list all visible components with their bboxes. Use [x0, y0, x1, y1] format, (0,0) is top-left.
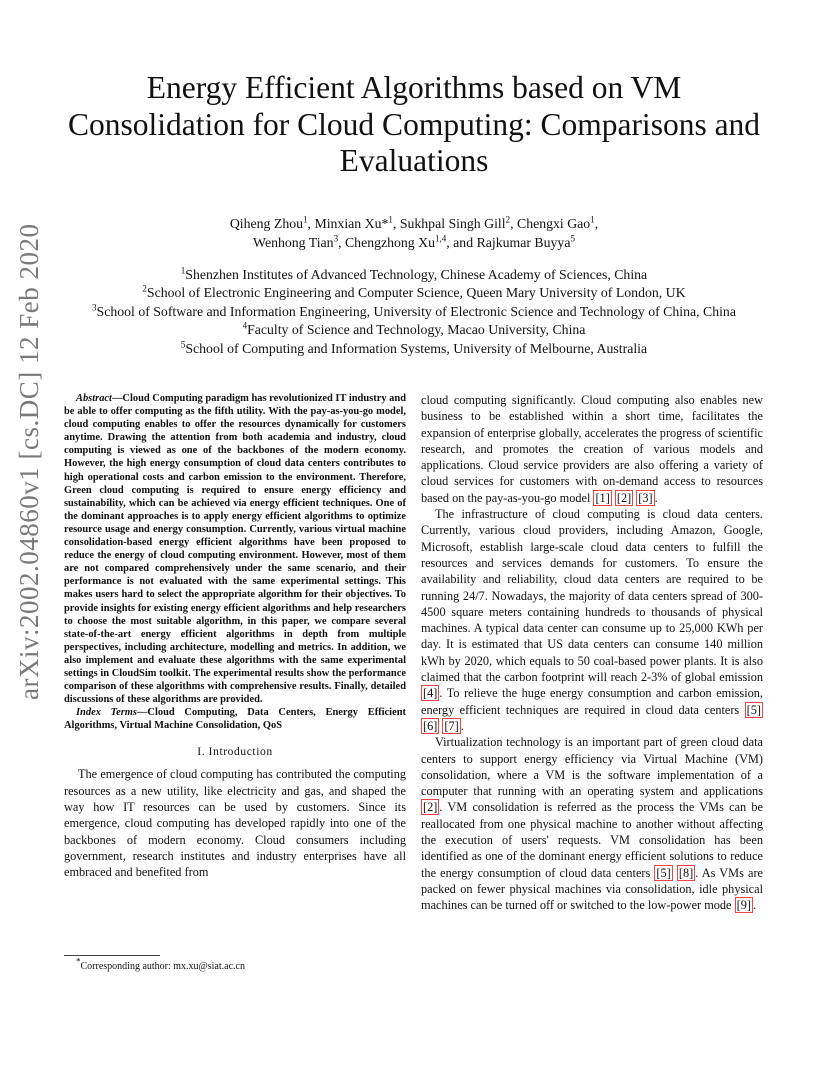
citation-link[interactable]: [3]	[638, 490, 653, 505]
intro-paragraph: The emergence of cloud computing has contributed the computing resources as a new utility, like electricity and gas, and shaped the way how IT resources can be used by customers. Since its emergence, cloud computing has developed rapidly into one of the backbones of modern economy. Cloud consumers including government, research institutes and industry enterprises have all embraced and benefited from	[64, 767, 406, 880]
body-paragraph: cloud computing significantly. Cloud computing also enables new business to be established within a short time, facilitates the expansion of enterprise globally, accelerates the progress of scientific research, and promotes the creation of various models and applications. Cloud service providers are also offering a variety of cloud services for customers with on-demand access to resources based on the pay-as-you-go model [1] [2] [3] .	[421, 393, 763, 505]
footnote: *Corresponding author: mx.xu@siat.ac.cn	[76, 956, 245, 972]
affiliation: $^5$School of Computing and Information Systems, University of Melbourne, Australia	[180, 339, 648, 356]
abstract-label: Abstract	[76, 393, 112, 404]
citation-link[interactable]: [7]	[444, 718, 459, 733]
arxiv-stamp: arXiv:2002.04860v1 [cs.DC] 12 Feb 2020	[14, 223, 44, 700]
body-paragraph: The infrastructure of cloud computing is cloud data centers. Currently, various cloud providers, including Amazon, Google, Microsoft, establish large-scale cloud data centers to fulfill the resources and services demands for customers. To ensure the availability and reliability, cloud data centers are required to be running 24/7. Nowadays, the majority of data centers spread of 300-4500 square meters containing hundreds to thousands of physical machines. A typical data center can consume up to 25,000 KWh per day. It is estimated that US data centers can consume 140 million kWh by 2020, which equals to 50 coal-based power plants. It is also claimed that the carbon footprint will reach 2-3% of global emission [4] . To relieve the huge energy consumption and carbon emission, energy efficient techniques are required in cloud data centers [5] [6] [7] .	[421, 507, 763, 733]
index-terms	[64, 706, 406, 732]
body-paragraph: Virtualization technology is an important part of green cloud data centers to support energy efficiency via Virtual Machine (VM) consolidation, where a VM is the software implementation of a computer that running with an operating system and applications [2] . VM consolidation is referred as the process the VMs can be reallocated from one physical machine to another without affecting the execution of users' requests. VM consolidation has been identified as one of the dominant energy efficient solutions to reduce the energy consumption of cloud data centers [5] [8] . As VMs are packed on fewer physical machines via consolidation, idle physical machines can be turned off or switched to the low-power mode [9] .	[421, 735, 763, 913]
author: Chengxi Gao$^1$,	[517, 214, 599, 231]
affiliation: $^2$School of Electronic Engineering and Computer Science, Queen Mary University of London, UK	[142, 283, 686, 301]
author: Chengzhong Xu$^{1,4}$, and	[344, 233, 477, 250]
affiliation: $^4$Faculty of Science and Technology, Macao University, China	[242, 320, 586, 338]
index-terms-label: Index Terms	[76, 707, 137, 719]
citation-link[interactable]: [5]	[656, 865, 671, 880]
affiliation-list	[0, 266, 828, 358]
citation-link[interactable]: [9]	[736, 898, 751, 913]
citation-link[interactable]: [2]	[616, 490, 632, 505]
author: Qiheng Zhou$^1$,	[229, 214, 315, 231]
left-column	[64, 392, 406, 881]
affiliation: $^3$School of Software and Information Engineering, University of Electronic Science and Technology of China, China	[92, 302, 736, 319]
author: Sukhpal Singh Gill$^2$,	[399, 214, 518, 231]
right-column	[421, 392, 763, 914]
citation-link[interactable]: [6]	[423, 718, 438, 733]
abstract-text: —Cloud Computing paradigm has revolutionized IT industry and be able to offer computing as the fifth utility. With the pay-as-you-go model, cloud computing enables to offer the resources dynamically for customers anytime. Drawing the attention from both academia and industry, cloud computing is viewed as one of the backbones of the modern economy. However, the high energy consumption of cloud data centers contributes to high operational costs and carbon emission to the environment. Therefore, Green cloud computing is required to ensure energy efficiency and sustainability, which can be achieved via energy efficient techniques. One of the dominant approaches is to apply energy efficient algorithms to optimize resource usage and energy consumption. Currently, various virtual machine consolidation-based energy efficient algorithms have been proposed to reduce the energy of cloud computing environment. However, most of them are not compared comprehensively under the same scenario, and their performance is not evaluated with the same experimental settings. This makes users hard to select the appropriate algorithm for their objectives. To provide insights for existing energy efficient algorithms and help researchers to choose the most suitable algorithm, in this paper, we compare several state-of-the-art energy efficient algorithms in depth from multiple perspectives, including architecture, modelling and metrics. In addition, we also implement and evaluate these algorithms with the same experimental settings in CloudSim toolkit. The experimental results show the performance comparison of these algorithms with comprehensive results. Finally, detailed discussions of these algorithms are provided.	[64, 393, 406, 706]
index-terms-text: —Cloud Computing, Data Centers, Energy Efficient Algorithms, Virtual Machine Consolidation, QoS	[64, 707, 406, 732]
author: Wenhong Tian$^3$,	[253, 233, 345, 250]
citation-link[interactable]: [5]	[746, 702, 761, 717]
author: Minxian Xu*$^1$,	[314, 214, 400, 231]
section-heading: I. Introduction	[197, 746, 273, 759]
affiliation: $^1$Shenzhen Institutes of Advanced Technology, Chinese Academy of Sciences, China	[180, 265, 648, 282]
author-list	[60, 214, 768, 252]
citation-link[interactable]: [1]	[595, 490, 610, 505]
citation-link[interactable]: [4]	[423, 686, 438, 701]
paper-title: Energy Efficient Algorithms based on VM Consolidation for Cloud Computing: Comparisons and Evaluations	[67, 70, 761, 178]
author: Rajkumar Buyya$^5$	[476, 233, 575, 250]
abstract	[64, 392, 406, 706]
citation-link[interactable]: [8]	[678, 865, 694, 880]
citation-link[interactable]: [2]	[423, 800, 438, 815]
